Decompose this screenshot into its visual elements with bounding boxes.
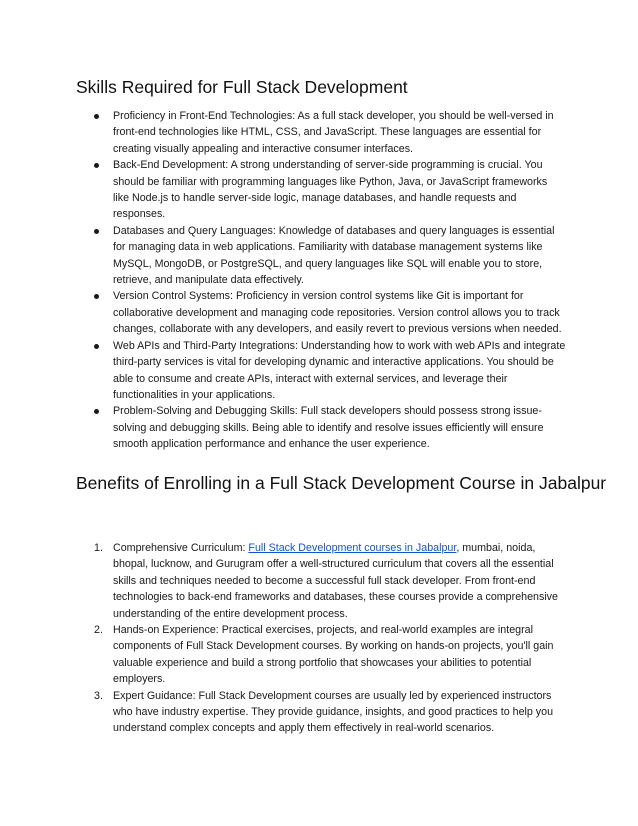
list-item-text-rest: , mumbai, noida, bhopal, lucknow, and Gurugram offer a well-structured curriculum that covers all the essential skills and techniques needed to become a successful full stack developer. From front-end technologies to back-end frameworks and databases, these courses provide a comprehensive understanding of the entire development process. [113,542,558,620]
section-heading-skills: Skills Required for Full Stack Development [76,77,408,97]
benefits-numbered-list [94,540,566,737]
list-item-text: Databases and Query Languages: Knowledge of databases and query languages is essential for managing data in web applications. Familiarity with database management systems like MySQL, MongoDB, or PostgreSQL, and query languages like SQL will enable you to store, retrieve, and manipulate data effectively. [113,224,555,287]
list-item [94,403,566,452]
bullet-icon [94,409,99,414]
list-item [94,540,566,622]
bullet-icon [94,294,99,299]
list-item [94,288,566,337]
list-item [94,622,566,688]
list-item-text: Version Control Systems: Proficiency in version control systems like Git is important for collaborative development and managing code repositories. Version control allows you to track changes, collaborate with any developers, and easily revert to previous versions when needed. [113,290,562,336]
list-item [94,338,566,404]
list-item [94,157,566,223]
list-item [94,688,566,737]
section-heading-benefits: Benefits of Enrolling in a Full Stack Development Course in Jabalpur [76,473,607,493]
list-number: 3. [94,689,103,702]
list-item [94,223,566,289]
list-item-text: Hands-on Experience: Practical exercises, projects, and real-world examples are integral components of Full Stack Development courses. By working on hands-on projects, you'll gain valuable experience and build a strong portfolio that showcases your abilities to potential employers. [113,624,554,686]
list-number: 2. [94,624,103,637]
list-item-text: Back-End Development: A strong understanding of server-side programming is crucial. You should be familiar with programming languages like Python, Java, or JavaScript frameworks like Node.js to handle server-side logic, manage databases, and handle requests and responses. [113,159,548,221]
bullet-icon [94,163,99,168]
list-item-text: Expert Guidance: Full Stack Development courses are usually led by experienced instructors who have industry expertise. They provide guidance, insights, and good practices to help you understand complex concepts and apply them effectively in real-world scenarios. [113,689,554,735]
list-item [94,108,566,157]
bullet-icon [94,229,99,234]
list-item-text: Proficiency in Front-End Technologies: As a full stack developer, you should be well-versed in front-end technologies like HTML, CSS, and JavaScript. These languages are essential for creating visually appealing and interactive consumer interfaces. [113,110,554,155]
list-number: 1. [94,542,103,554]
list-item-text: Web APIs and Third-Party Integrations: Understanding how to work with web APIs and integrate third-party services is vital for developing dynamic and interactive applications. You should be able to consume and create APIs, interact with external services, and leverage their functionalities in your applications. [113,339,566,401]
bullet-icon [94,114,99,119]
skills-bullet-list [94,108,566,453]
list-item-text-lead: Comprehensive Curriculum: [113,542,249,554]
course-link[interactable]: Full Stack Development courses in Jabalpur [248,542,457,554]
bullet-icon [94,344,99,349]
list-item-text: Problem-Solving and Debugging Skills: Full stack developers should possess strong issue-solving and debugging skills. Being able to identify and resolve issues efficiently will ensure smooth application performance and enhance the user experience. [113,405,544,451]
